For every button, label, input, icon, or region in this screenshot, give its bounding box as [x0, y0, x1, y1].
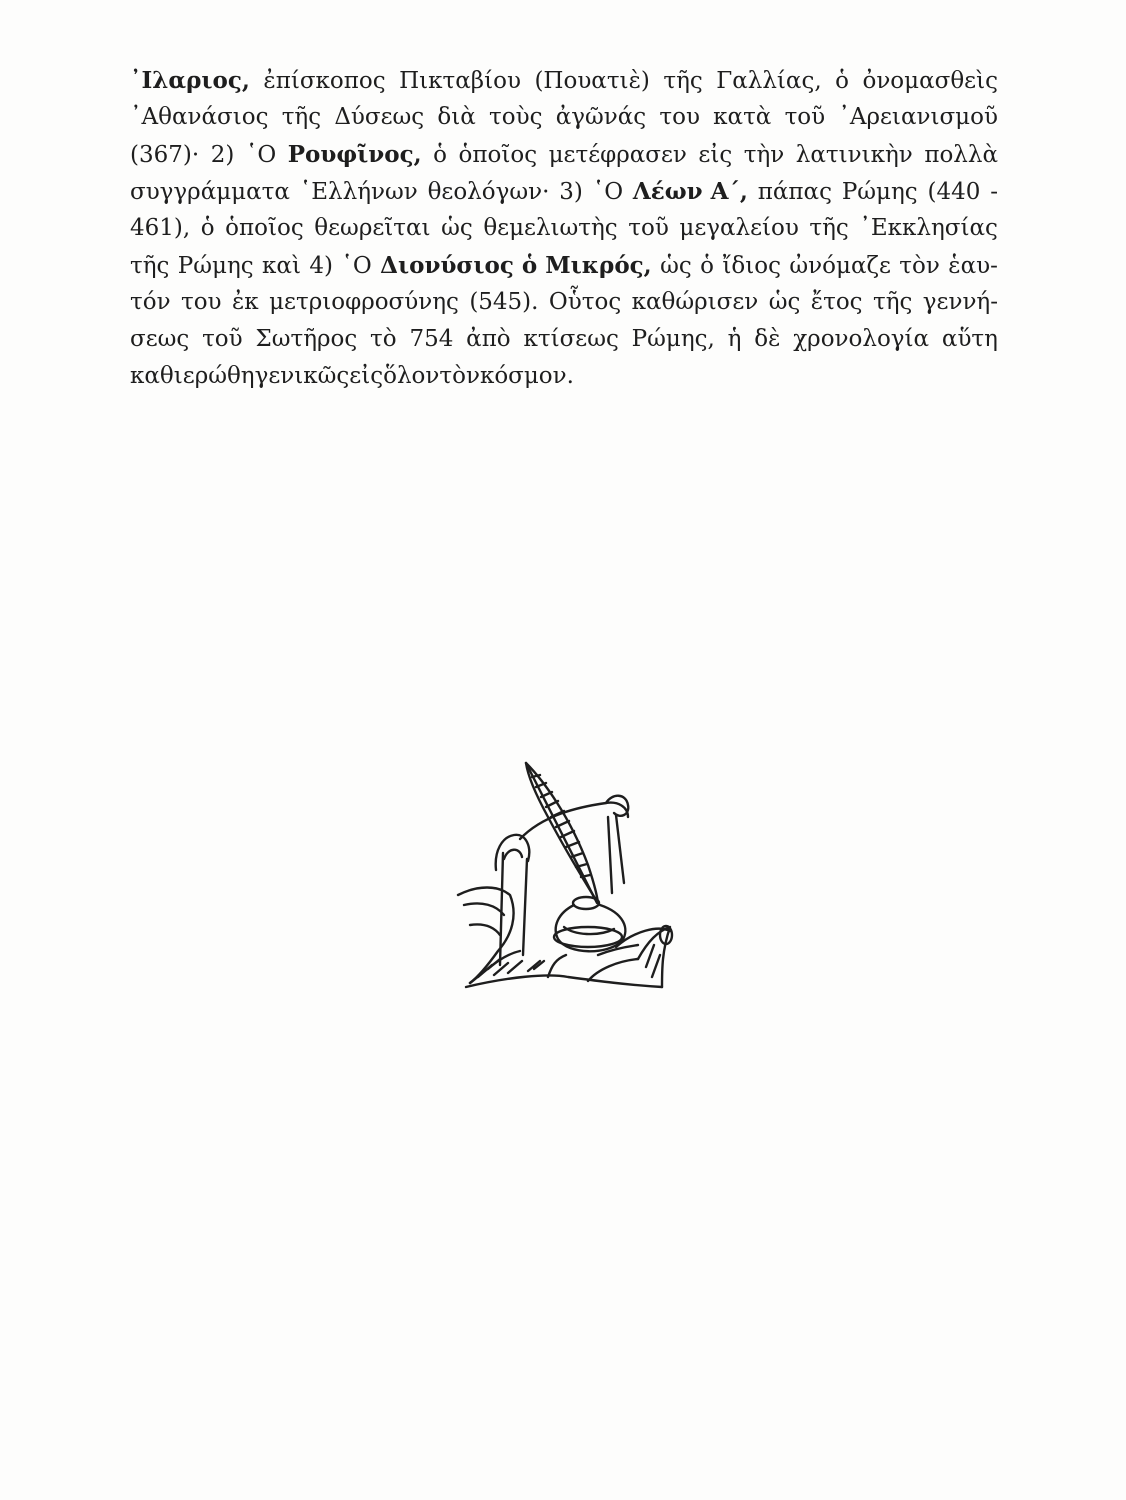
- bold-name: Ρουφῖνος,: [287, 141, 422, 168]
- text-line: [130, 358, 998, 395]
- word: 4): [309, 253, 333, 279]
- word: γεννή-: [922, 289, 998, 315]
- word: τῆς: [130, 253, 170, 279]
- word: κατὰ: [713, 104, 772, 130]
- word: πολλὰ: [924, 142, 998, 168]
- word: θεολόγων·: [427, 179, 550, 205]
- word: κτίσεως: [523, 326, 619, 352]
- text-line: [130, 173, 998, 210]
- text-line: [130, 62, 998, 99]
- word: τοῦ: [784, 104, 826, 130]
- word: του: [659, 104, 700, 130]
- word: μετριοφροσύνης: [269, 289, 459, 315]
- quill-inkwell-vignette: [448, 755, 678, 1000]
- word: (545).: [469, 289, 539, 315]
- word: καὶ: [262, 253, 301, 279]
- word: 461),: [130, 215, 191, 241]
- word: 3): [559, 179, 583, 205]
- word: ἡ: [727, 326, 742, 352]
- word: Σωτῆρος: [255, 326, 358, 352]
- text-line: [130, 210, 998, 247]
- word: του: [180, 289, 222, 315]
- word: (367)·: [130, 142, 200, 168]
- word: ἀγῶνάς: [555, 104, 647, 130]
- word: ὡς: [768, 289, 801, 315]
- word: τόν: [130, 289, 171, 315]
- word: 754: [409, 326, 454, 352]
- word: Γαλλίας,: [716, 68, 822, 94]
- word: χρονολογία: [793, 326, 930, 352]
- bold-name: Λέων Α΄,: [632, 178, 748, 205]
- bold-name: Διονύσιος ὁ Μικρός,: [380, 252, 652, 279]
- word: ᾿Εκκλησίας: [859, 215, 998, 241]
- text-line: [130, 136, 998, 173]
- word: 2): [210, 142, 235, 168]
- word: τῆς: [281, 104, 322, 130]
- text-line: [130, 99, 998, 136]
- word: γενικῶς: [254, 363, 350, 389]
- text-line: [130, 284, 998, 321]
- word: ὡς: [441, 215, 473, 241]
- bold-name: ᾿Ιλαριος,: [130, 67, 250, 94]
- word: ᾿Αθανάσιος: [130, 104, 269, 130]
- word: Οὗτος: [548, 289, 622, 315]
- word: Ρώμης: [841, 179, 918, 205]
- word: ῾Ο: [245, 142, 277, 168]
- word: σεως: [130, 326, 190, 352]
- word: τὸν: [439, 363, 480, 389]
- word: μεγαλείου: [679, 215, 799, 241]
- word: ᾿Αρειανισμοῦ: [838, 104, 998, 130]
- word: εἰς: [349, 363, 384, 389]
- word: ἐκ: [231, 289, 259, 315]
- word: καθώρισεν: [631, 289, 759, 315]
- word: τῆς: [809, 215, 849, 241]
- word: ὁ: [700, 253, 714, 279]
- word: δὲ: [754, 326, 781, 352]
- word: θεωρεῖται: [314, 215, 431, 241]
- word: εἰς: [698, 142, 733, 168]
- word: ἴδιος: [722, 253, 782, 279]
- word: λατινικὴν: [795, 142, 913, 168]
- word: τῆς: [663, 68, 703, 94]
- word: -: [990, 179, 998, 205]
- word: τοῦ: [628, 215, 669, 241]
- word: ἀπὸ: [466, 326, 511, 352]
- word: ὁ: [200, 215, 215, 241]
- word: Ρώμης,: [631, 326, 715, 352]
- word: ὁποῖος: [458, 142, 538, 168]
- text-line: [130, 321, 998, 358]
- word: Δύσεως: [334, 104, 425, 130]
- word: αὕτη: [941, 326, 998, 352]
- word: πάπας: [757, 179, 832, 205]
- word: ὡς: [660, 253, 692, 279]
- word: τὸν: [899, 253, 940, 279]
- word: (Πουατιὲ): [534, 68, 650, 94]
- word: ῾Ελλήνων: [299, 179, 418, 205]
- word: συγγράμματα: [130, 179, 290, 205]
- word: (440: [927, 179, 981, 205]
- word: ῾Ο: [341, 253, 372, 279]
- word: ἔτος: [810, 289, 863, 315]
- word: ὁποῖος: [225, 215, 304, 241]
- word: κόσμον.: [479, 363, 574, 389]
- word: θεμελιωτὴς: [483, 215, 618, 241]
- word: τῆς: [872, 289, 913, 315]
- word: Ρώμης: [177, 253, 254, 279]
- word: ὅλον: [383, 363, 440, 389]
- word: ὁ: [433, 142, 447, 168]
- word: καθιερώθη: [130, 363, 255, 389]
- word: Πικταβίου: [399, 68, 521, 94]
- paragraph: [130, 62, 998, 395]
- word: τοὺς: [489, 104, 543, 130]
- text-line: [130, 247, 998, 284]
- word: τὴν: [743, 142, 785, 168]
- word: τὸ: [370, 326, 397, 352]
- word: ἐπίσκοπος: [263, 68, 386, 94]
- word: ὀνομασθεὶς: [862, 68, 998, 94]
- word: ὠνόμαζε: [789, 253, 891, 279]
- word: διὰ: [437, 104, 476, 130]
- word: μετέφρασεν: [548, 142, 687, 168]
- word: ὁ: [835, 68, 849, 94]
- word: τοῦ: [202, 326, 243, 352]
- word: ῾Ο: [592, 179, 624, 205]
- word: ἑαυ-: [948, 253, 998, 279]
